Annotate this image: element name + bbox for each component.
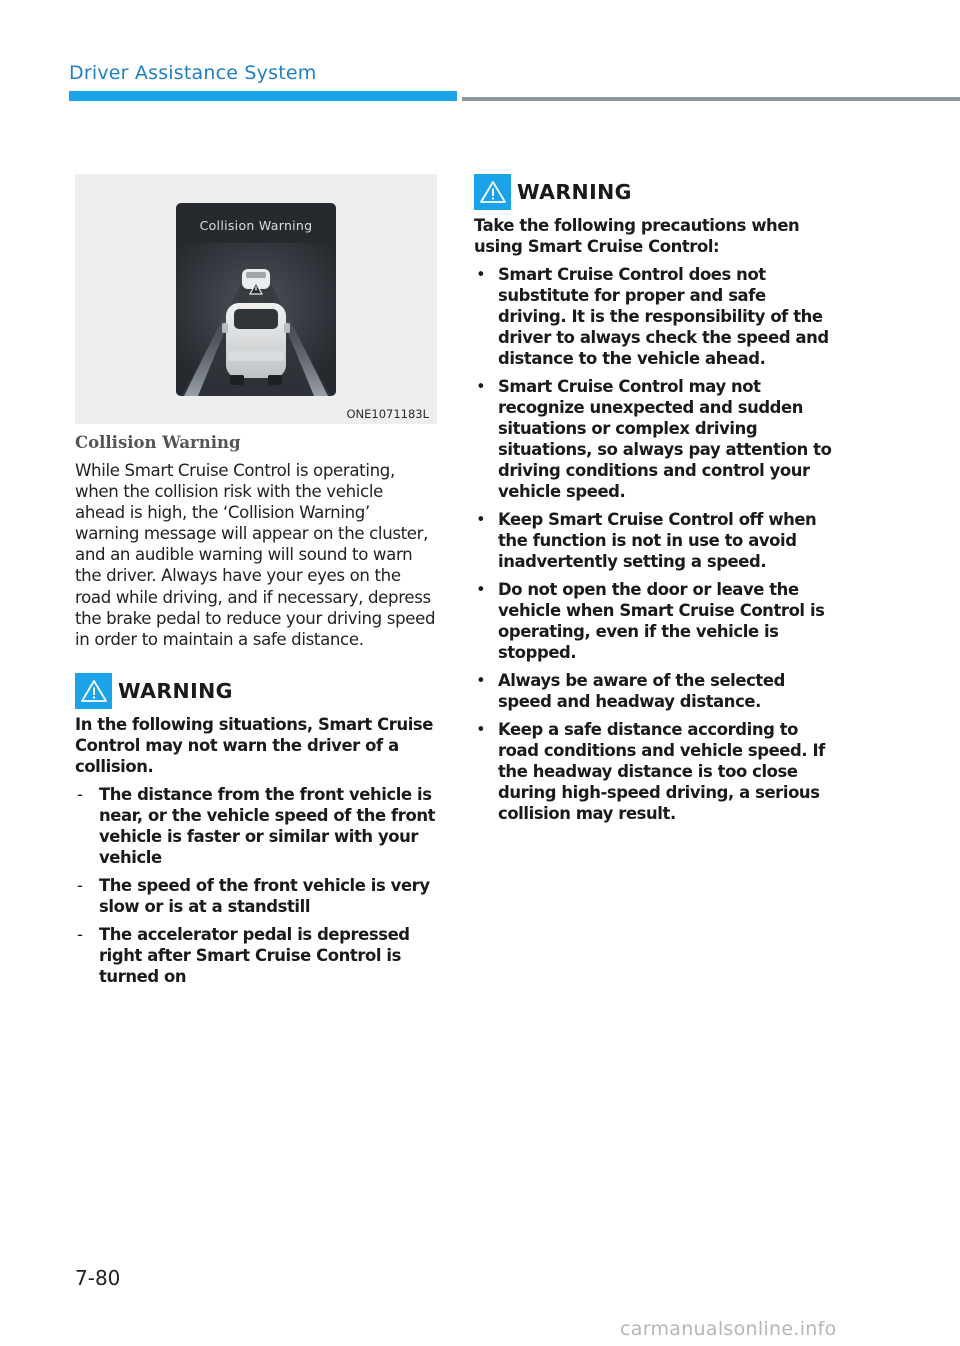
section-title: Driver Assistance System [69, 62, 317, 84]
cluster-display [176, 203, 336, 396]
warning-list [474, 264, 836, 824]
list-item: - The accelerator pedal is depressed right after Smart Cruise Control is turned on [77, 924, 410, 986]
list-dash: - [77, 924, 83, 944]
warning-label: WARNING [118, 678, 233, 703]
list-item: • Keep a safe distance according to road conditions and vehicle speed. If the headway distance is too close during high-speed driving, a serious collision may result. [476, 720, 825, 823]
list-item: • Keep Smart Cruise Control off when the function is not in use to avoid inadvertently setting a speed. [476, 510, 817, 571]
warning-label: WARNING [517, 180, 632, 204]
warning-intro: In the following situations, Smart Cruise Control may not warn the driver of a collision. [75, 714, 434, 776]
warning-header [474, 174, 836, 210]
warning-list [75, 784, 437, 987]
header-rule [462, 97, 960, 101]
list-item: - The speed of the front vehicle is very slow or is at a standstill [77, 875, 430, 916]
bullet: • [476, 580, 486, 599]
warning-intro: Take the following precautions when using Smart Cruise Control: [474, 216, 800, 256]
list-item: • Smart Cruise Control may not recognize unexpected and sudden situations or complex driving situations, so always pay attention to driving conditions and control your vehicle speed. [476, 377, 832, 501]
warning-header [75, 673, 437, 709]
warning-icon [75, 673, 112, 709]
watermark: carmanualsonline.info [620, 1318, 837, 1340]
bullet: • [476, 720, 486, 739]
header-rule-accent [69, 91, 457, 101]
warning-icon [474, 174, 511, 210]
figure-caption: ONE1071183L [346, 407, 429, 421]
list-item: • Do not open the door or leave the vehicle when Smart Cruise Control is operating, even if the vehicle is stopped. [476, 580, 825, 662]
list-item: • Smart Cruise Control does not substitute for proper and safe driving. It is the responsibility of the driver to always check the speed and distance to the vehicle ahead. [476, 265, 829, 368]
bullet: • [476, 265, 486, 284]
list-item: - The distance from the front vehicle is near, or the vehicle speed of the front vehicle is faster or similar with your vehicle [77, 784, 436, 867]
list-dash: - [77, 784, 83, 804]
warning-box-left [75, 673, 437, 987]
bullet: • [476, 671, 486, 690]
right-column [474, 174, 836, 831]
warning-box-right [474, 174, 836, 824]
bullet: • [476, 510, 486, 529]
list-item: • Always be aware of the selected speed and headway distance. [476, 671, 785, 711]
body-paragraph: While Smart Cruise Control is operating, when the collision risk with the vehicle ahead is high, the ‘Collision Warning’ warning message will appear on the cluster, and an audible warning will sound to warn the driver. Always have your eyes on the road while driving, and if necessary, depress the brake pedal to reduce your driving speed in order to maintain a safe distance. [75, 461, 436, 649]
cluster-message: Collision Warning [199, 218, 313, 233]
subheading: Collision Warning [75, 433, 241, 452]
page-number: 7-80 [75, 1266, 121, 1290]
bullet: • [476, 377, 486, 396]
list-dash: - [77, 875, 83, 895]
collision-warning-figure [75, 174, 437, 424]
left-column [75, 174, 437, 994]
